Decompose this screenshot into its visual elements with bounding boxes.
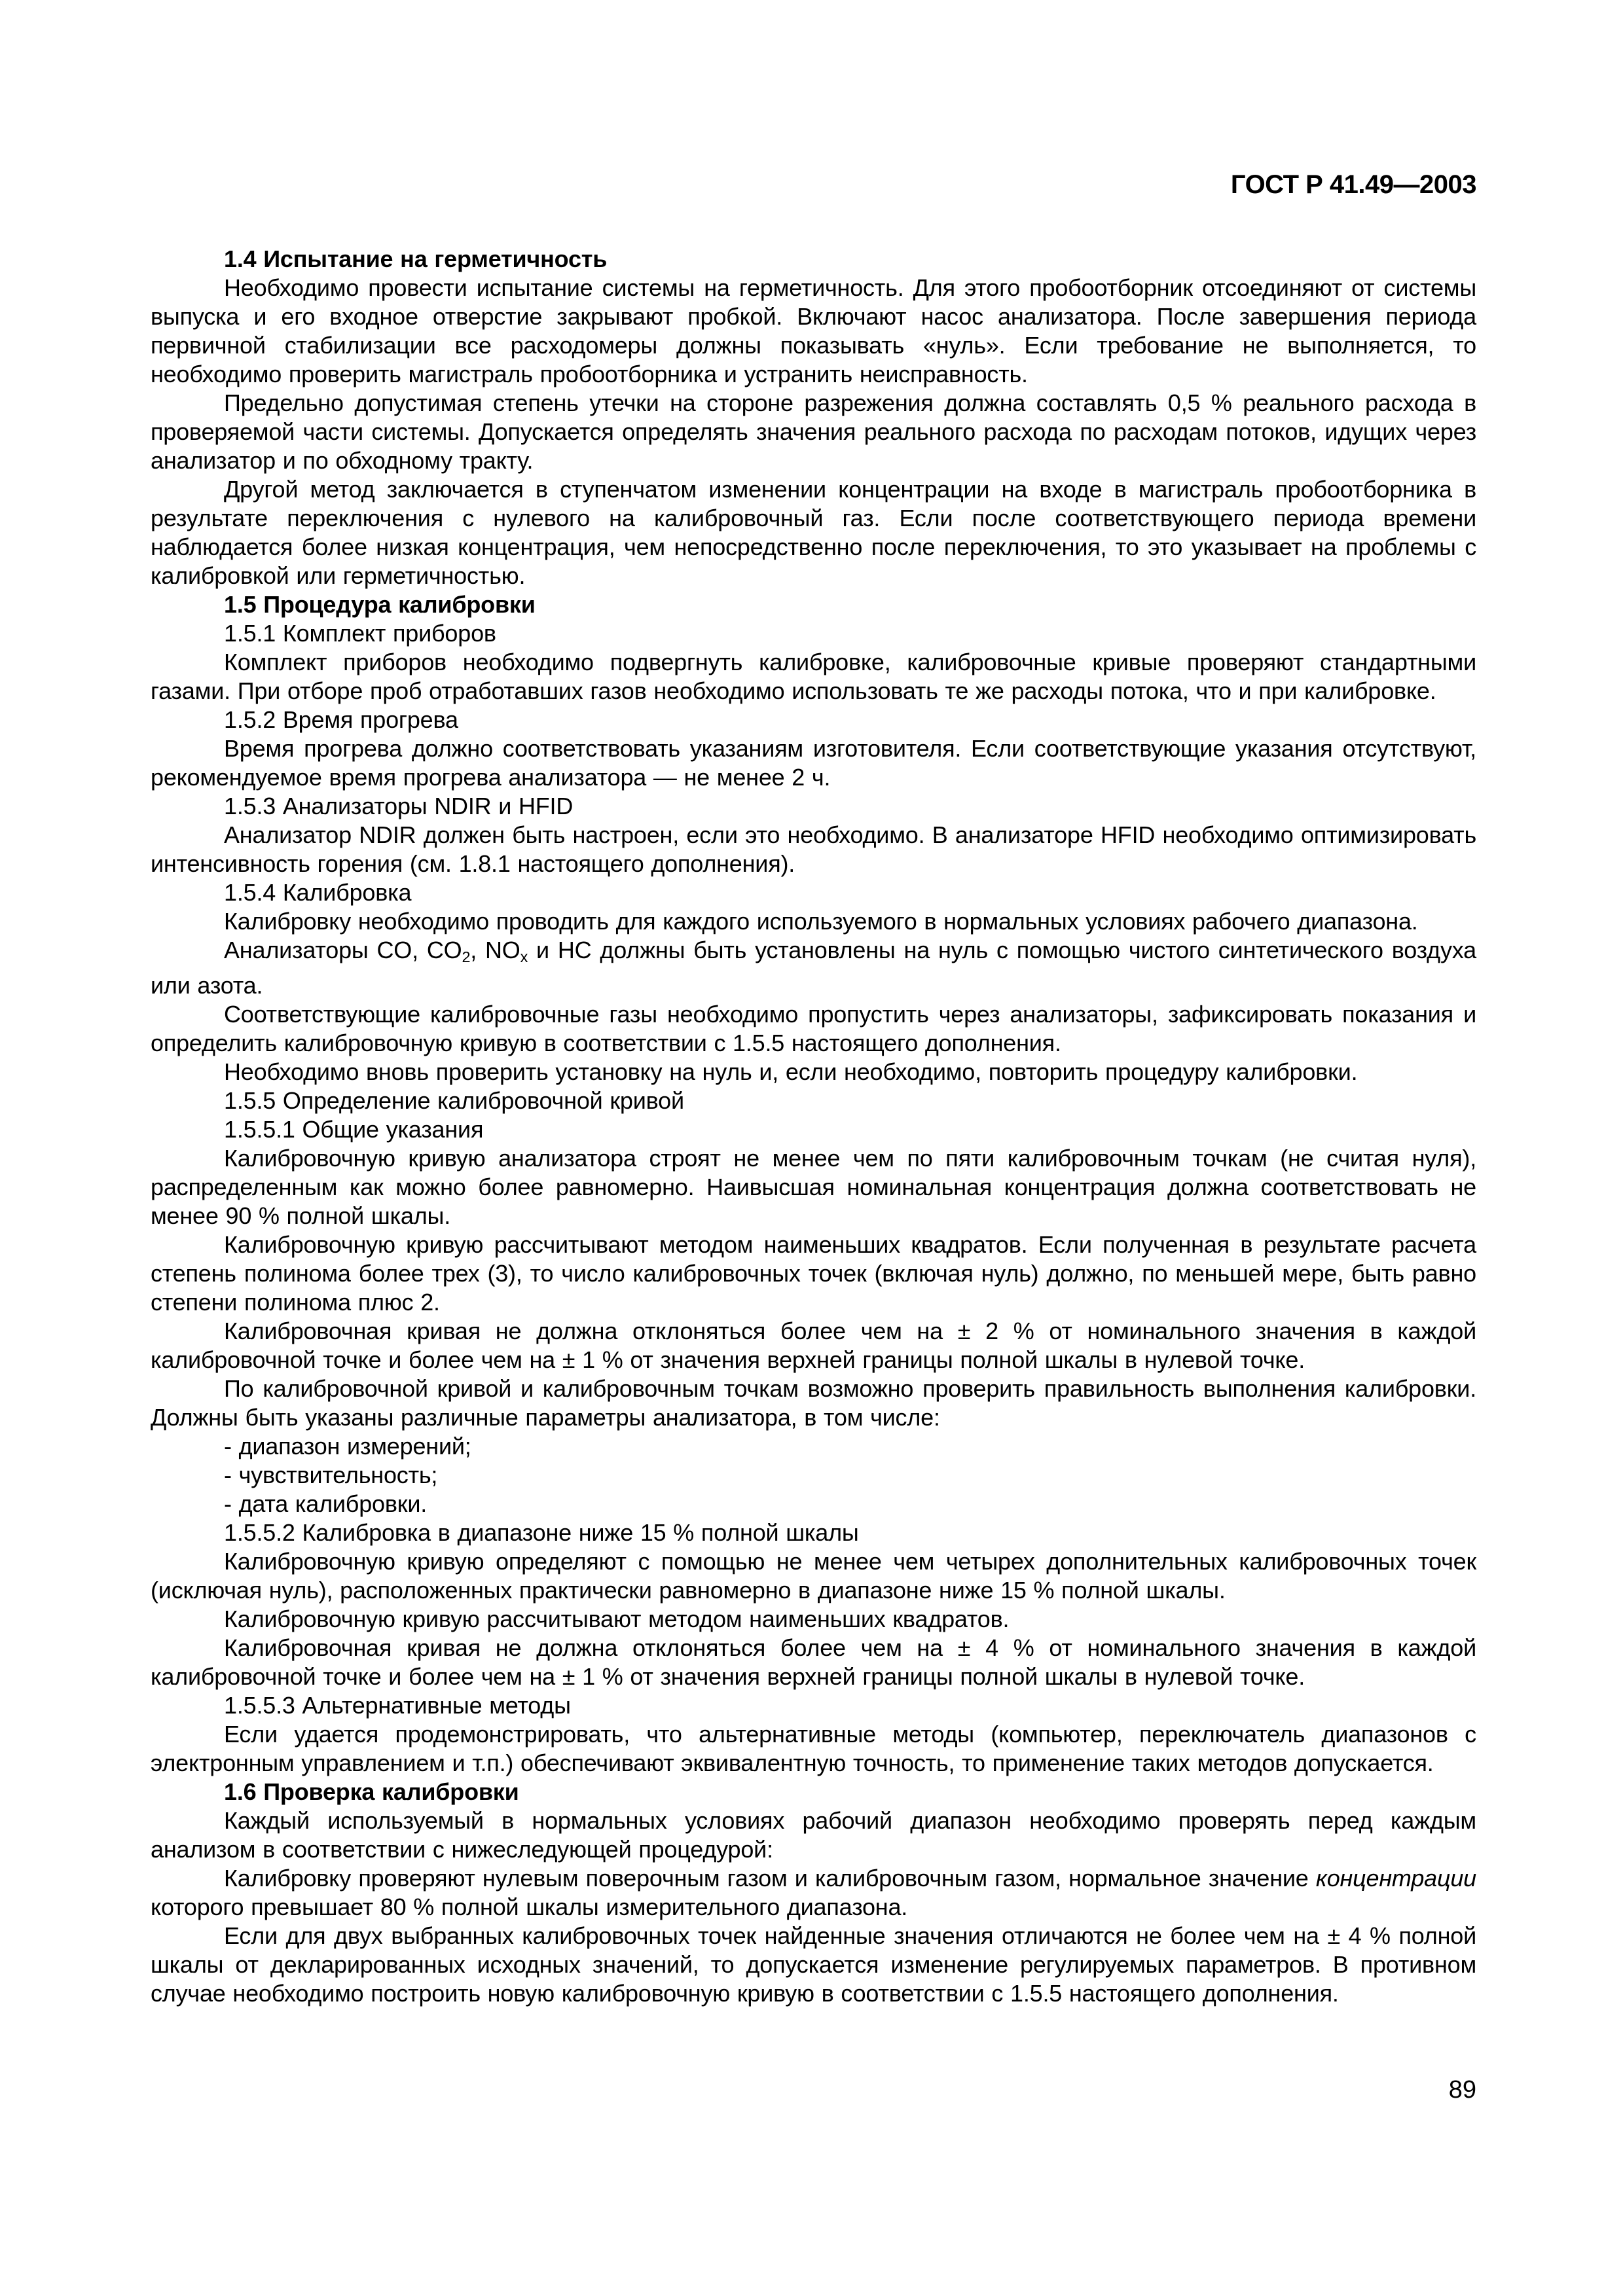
subsection-heading: 1.5.5.1 Общие указания [224,1115,484,1143]
document-body [151,245,1476,2008]
list-item: - диапазон измерений; [224,1432,471,1460]
page-number: 89 [1448,2076,1476,2104]
list-item: - чувствительность; [224,1461,438,1488]
section-heading: 1.4 Испытание на герметичность [224,245,608,272]
paragraph: Необходимо вновь проверить установку на нуль и, если необходимо, повторить процедуру калибровки. [224,1058,1358,1085]
paragraph: Предельно допустимая степень утечки на стороне разрежения должна составлять 0,5 % реального расхода в проверяемой части системы. Допускается определять значения реального расхода по расходам потоков, идущих через анализатор и по обходному тракту. [151,389,1476,474]
section-heading: 1.5 Процедура калибровки [224,591,536,618]
paragraph: По калибровочной кривой и калибровочным точкам возможно проверить правильность выполнения калибровки. Должны быть указаны различные параметры анализатора, в том числе: [151,1374,1476,1431]
text-segment: Анализаторы CO, CO [224,937,462,963]
subsection-heading: 1.5.4 Калибровка [224,879,412,906]
section-heading: 1.6 Проверка калибровки [224,1778,519,1805]
emphasized-text: концентрации [1315,1864,1476,1892]
paragraph: Другой метод заключается в ступенчатом изменении концентрации на входе в магистраль пробоотборника в результате переключения с нулевого на калибровочный газ. Если после соответствующего периода времени наблюдается более низкая концентрация, чем непосредственно после переключения, то это указывает на проблемы с калибровкой или герметичностью. [151,476,1476,589]
paragraph: Калибровочная кривая не должна отклоняться более чем на ± 4 % от номинального значения в каждой калибровочной точке и более чем на ± 1 % от значения верхней границы полной шкалы в нулевой точке. [151,1634,1476,1690]
paragraph: Калибровочную кривую определяют с помощью не менее чем четырех дополнительных калибровочных точек (исключая нуль), расположенных практически равномерно в диапазоне ниже 15 % полной шкалы. [151,1547,1476,1604]
subsection-heading: 1.5.5.2 Калибровка в диапазоне ниже 15 % полной шкалы [224,1518,859,1546]
subsection-heading: 1.5.3 Анализаторы NDIR и HFID [224,793,574,819]
paragraph: Соответствующие калибровочные газы необходимо пропустить через анализаторы, зафиксировать показания и определить калибровочную кривую в соответствии с 1.5.5 настоящего дополнения. [151,1000,1476,1056]
paragraph: Анализатор NDIR должен быть настроен, если это необходимо. В анализаторе HFID необходимо оптимизировать интенсивность горения (см. 1.8.1 настоящего дополнения). [151,821,1476,877]
paragraph: Калибровочная кривая не должна отклоняться более чем на ± 2 % от номинального значения в каждой калибровочной точке и более чем на ± 1 % от значения верхней границы полной шкалы в нулевой точке. [151,1317,1476,1373]
paragraph [151,936,1476,1000]
paragraph: Необходимо провести испытание системы на герметичность. Для этого пробоотборник отсоединяют от системы выпуска и его входное отверстие закрывают пробкой. Включают насос анализатора. После завершения периода первичной стабилизации все расходомеры должны показывать «нуль». Если требование не выполняется, то необходимо проверить магистраль пробоотборника и устранить неисправность. [151,274,1476,387]
paragraph: Каждый используемый в нормальных условиях рабочий диапазон необходимо проверять перед каждым анализом в соответствии с нижеследующей процедурой: [151,1806,1476,1863]
subsection-heading: 1.5.1 Комплект приборов [224,620,496,647]
subsection-heading: 1.5.5 Определение калибровочной кривой [224,1086,684,1114]
paragraph: Время прогрева должно соответствовать указаниям изготовителя. Если соответствующие указания отсутствуют, рекомендуемое время прогрева анализатора — не менее 2 ч. [151,735,1476,791]
paragraph [151,1864,1476,1922]
subsection-heading: 1.5.2 Время прогрева [224,706,458,733]
paragraph: Если удается продемонстрировать, что альтернативные методы (компьютер, переключатель диапазонов с электронным управлением и т.п.) обеспечивают эквивалентную точность, то применение таких методов допускается. [151,1720,1476,1776]
text-segment: и HC должны быть установлены на нуль с помощью чистого синтетического воздуха или азота. [151,937,1476,999]
paragraph: Калибровочную кривую рассчитывают методом наименьших квадратов. [224,1605,1010,1632]
subscript-text: x [520,948,528,965]
subscript-text: 2 [462,948,471,965]
standard-designation: ГОСТ Р 41.49—2003 [1230,170,1476,199]
page-footer [151,2076,1476,2104]
paragraph: Калибровку необходимо проводить для каждого используемого в нормальных условиях рабочего диапазона. [224,908,1418,935]
document-header [151,170,1476,200]
list-item: - дата калибровки. [224,1490,428,1517]
paragraph: Если для двух выбранных калибровочных точек найденные значения отличаются не более чем на ± 4 % полной шкалы от декларированных исходных значений, то допускается изменение регулируемых параметров. В противном случае необходимо построить новую калибровочную кривую в соответствии с 1.5.5 настоящего дополнения. [151,1922,1476,2007]
text-segment: Калибровку проверяют нулевым поверочным газом и калибровочным газом, нормальное значение [224,1864,1316,1892]
subsection-heading: 1.5.5.3 Альтернативные методы [224,1691,571,1719]
text-segment: , NO [470,937,520,963]
paragraph: Калибровочную кривую рассчитывают методом наименьших квадратов. Если полученная в результате расчета степень полинома более трех (3), то число калибровочных точек (включая нуль) должно, по меньшей мере, быть равно степени полинома плюс 2. [151,1230,1476,1316]
paragraph: Комплект приборов необходимо подвергнуть калибровке, калибровочные кривые проверяют стандартными газами. При отборе проб отработавших газов необходимо использовать те же расходы потока, что и при калибровке. [151,649,1476,704]
paragraph: Калибровочную кривую анализатора строят не менее чем по пяти калибровочным точкам (не считая нуля), распределенным как можно более равномерно. Наивысшая номинальная концентрация должна соответствовать не менее 90 % полной шкалы. [151,1144,1476,1229]
text-segment: которого превышает 80 % полной шкалы измерительного диапазона. [151,1893,908,1920]
